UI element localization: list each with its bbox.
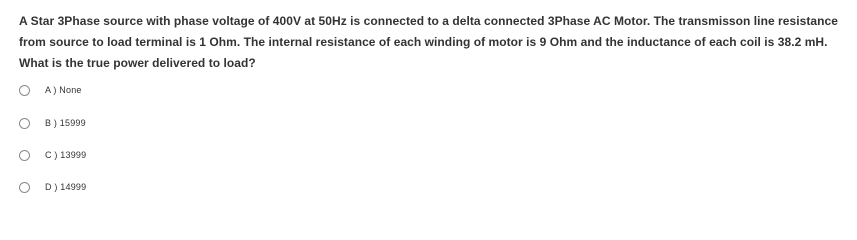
question-line-2: from source to load terminal is 1 Ohm. The internal resistance of each winding of motor is 9 Ohm and the inductance of each coil is 38.2 mH.	[19, 35, 828, 49]
radio-button-a[interactable]	[19, 85, 30, 96]
option-a[interactable]	[19, 82, 82, 98]
option-d-label: D ) 14999	[45, 182, 87, 192]
option-c[interactable]	[19, 147, 86, 163]
option-b[interactable]	[19, 115, 86, 131]
question-line-3: What is the true power delivered to load?	[19, 56, 256, 70]
option-b-label: B ) 15999	[45, 118, 86, 128]
option-d[interactable]	[19, 179, 86, 195]
option-c-label: C ) 13999	[45, 150, 87, 160]
radio-button-c[interactable]	[19, 150, 30, 161]
radio-button-b[interactable]	[19, 118, 30, 129]
option-a-label: A ) None	[45, 85, 82, 95]
radio-button-d[interactable]	[19, 182, 30, 193]
question-line-1: A Star 3Phase source with phase voltage of 400V at 50Hz is connected to a delta connected 3Phase AC Motor. The transmisson line resistance	[19, 14, 838, 28]
question-text	[19, 11, 849, 74]
